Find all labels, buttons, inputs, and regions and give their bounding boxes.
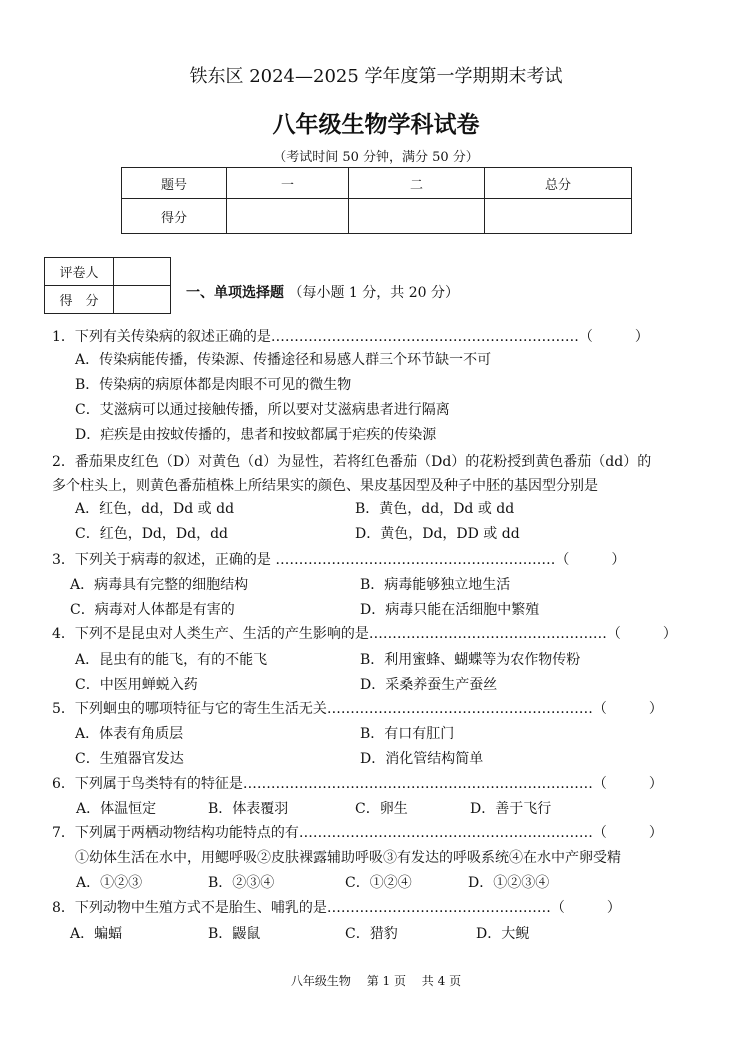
option-a: A．体表有角质层 — [75, 726, 184, 742]
option-d: D．病毒只能在活细胞中繁殖 — [360, 602, 540, 618]
option-d: D．疟疾是由按蚊传播的，患者和按蚊都属于疟疾的传染源 — [75, 427, 437, 443]
option-a: A．昆虫有的能飞，有的不能飞 — [75, 652, 268, 668]
option-a: A．蝙蝠 — [70, 926, 123, 942]
score-cell-total[interactable] — [485, 199, 632, 234]
option-d: D．消化管结构简单 — [360, 751, 484, 767]
page-footer: 八年级生物 第 1 页 共 4 页 — [290, 974, 462, 988]
question-stem: 8．下列动物中生殖方式不是胎生、哺乳的是…………………………………………（ ） — [52, 900, 621, 916]
option-a: A．①②③ — [76, 875, 143, 891]
option-b: B．有口有肛门 — [360, 726, 455, 742]
grader-score-cell[interactable] — [114, 286, 171, 314]
section-title: 一、单项选择题 — [186, 285, 284, 301]
grader-score-label: 得 分 — [45, 286, 114, 314]
option-c: C．①②④ — [345, 875, 412, 891]
question-stem: 4．下列不是昆虫对人类生产、生活的产生影响的是……………………………………………（ ） — [52, 626, 677, 642]
grader-table — [44, 257, 171, 314]
option-c: C．生殖器官发达 — [75, 751, 184, 767]
score-cell-part2[interactable] — [349, 199, 485, 234]
question-stem: 1．下列有关传染病的叙述正确的是…………………………………………………………（ ） — [52, 329, 649, 345]
option-a: A．病毒具有完整的细胞结构 — [70, 577, 249, 593]
question-stem: 2．番茄果皮红色（D）对黄色（d）为显性，若将红色番茄（Dd）的花粉授到黄色番茄（dd）的 — [52, 454, 652, 470]
section-heading — [186, 282, 459, 302]
score-table — [121, 167, 632, 234]
option-b: B．黄色，dd，Dd 或 dd — [355, 501, 515, 517]
option-b: B．②③④ — [208, 875, 275, 891]
question-stem: 7．下列属于两栖动物结构功能特点的有………………………………………………………（ ） — [52, 825, 663, 841]
score-cell-part1[interactable] — [227, 199, 349, 234]
grader-label: 评卷人 — [45, 258, 114, 286]
exam-title: 铁东区 2024—2025 学年度第一学期期末考试 — [189, 66, 563, 87]
option-b: B．体表覆羽 — [208, 801, 289, 817]
option-d: D．①②③④ — [468, 875, 550, 891]
score-header-part2: 二 — [349, 168, 485, 199]
option-d: D．采桑养蚕生产蚕丝 — [360, 677, 498, 693]
score-header-label: 题号 — [122, 168, 227, 199]
question-stem-cont: ①幼体生活在水中，用鳃呼吸②皮肤裸露辅助呼吸③有发达的呼吸系统④在水中产卵受精 — [75, 850, 621, 866]
option-c: C．病毒对人体都是有害的 — [70, 602, 235, 618]
subject-title: 八年级生物学科试卷 — [272, 111, 480, 138]
question-stem: 5．下列蛔虫的哪项特征与它的寄生生活无关…………………………………………………（ ） — [52, 701, 663, 717]
option-d: D．大鲵 — [476, 926, 530, 942]
option-b: B．利用蜜蜂、蝴蝶等为农作物传粉 — [360, 652, 581, 668]
section-note: （每小题 1 分，共 20 分） — [288, 285, 459, 301]
option-c: C．艾滋病可以通过接触传播，所以要对艾滋病患者进行隔离 — [75, 402, 450, 418]
grader-cell[interactable] — [114, 258, 171, 286]
score-header-part1: 一 — [227, 168, 349, 199]
option-a: A．传染病能传播，传染源、传播途径和易感人群三个环节缺一不可 — [75, 352, 492, 368]
option-a: A．体温恒定 — [76, 801, 157, 817]
question-stem: 6．下列属于鸟类特有的特征是…………………………………………………………………（ ） — [52, 776, 663, 792]
score-row-label: 得分 — [122, 199, 227, 234]
question-stem: 3．下列关于病毒的叙述，正确的是 ……………………………………………………（ ） — [52, 552, 626, 568]
option-c: C．猎豹 — [345, 926, 398, 942]
option-c: C．红色，Dd，Dd，dd — [75, 526, 229, 542]
option-b: B．病毒能够独立地生活 — [360, 577, 511, 593]
option-d: D．黄色，Dd，DD 或 dd — [355, 526, 520, 542]
option-a: A．红色，dd，Dd 或 dd — [75, 501, 235, 517]
exam-note: （考试时间 50 分钟，满分 50 分） — [273, 150, 479, 165]
question-stem-cont: 多个柱头上，则黄色番茄植株上所结果实的颜色、果皮基因型及种子中胚的基因型分别是 — [52, 478, 598, 494]
option-c: C．中医用蝉蜕入药 — [75, 677, 198, 693]
option-b: B．传染病的病原体都是肉眼不可见的微生物 — [75, 377, 352, 393]
option-d: D．善于飞行 — [470, 801, 552, 817]
score-header-total: 总分 — [485, 168, 632, 199]
option-c: C．卵生 — [355, 801, 408, 817]
option-b: B．鼹鼠 — [208, 926, 261, 942]
